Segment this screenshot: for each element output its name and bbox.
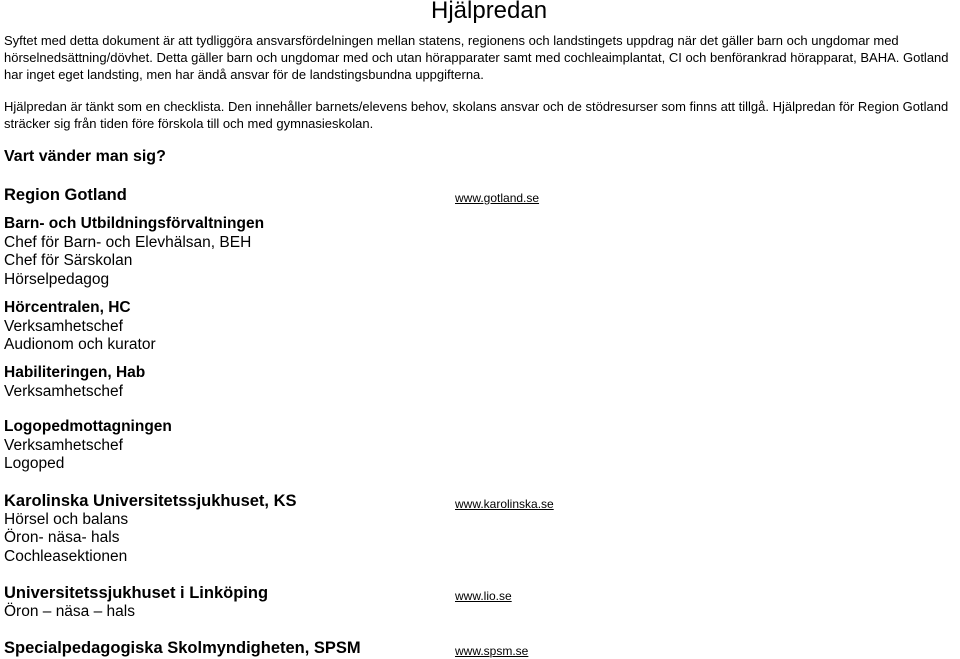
section-heading-contacts: Vart vänder man sig? bbox=[4, 148, 166, 165]
org-role: Hörselpedagog bbox=[4, 270, 110, 288]
org-role: Audionom och kurator bbox=[4, 336, 156, 353]
org-name: Universitetssjukhuset i Linköping bbox=[4, 584, 269, 602]
org-name: Specialpedagogiska Skolmyndigheten, SPSM bbox=[4, 639, 361, 657]
intro-section bbox=[4, 33, 958, 133]
link-lio[interactable]: www.lio.se bbox=[455, 589, 512, 603]
org-role: Verksamhetschef bbox=[4, 382, 123, 400]
org-role: Verksamhetschef bbox=[4, 317, 123, 335]
link-gotland[interactable]: www.gotland.se bbox=[455, 191, 540, 205]
org-department: Hörsel och balans bbox=[4, 510, 129, 528]
org-barn-och-utbildning bbox=[4, 215, 264, 289]
document-title: Hjälpredan bbox=[431, 0, 548, 24]
org-role: Chef för Barn- och Elevhälsan, BEH bbox=[4, 233, 252, 251]
org-department: Öron- näsa- hals bbox=[4, 529, 120, 546]
org-name: Barn- och Utbildningsförvaltningen bbox=[4, 215, 265, 232]
org-name: Region Gotland bbox=[4, 186, 127, 204]
org-role: Chef för Särskolan bbox=[4, 252, 133, 269]
org-logopedmottagningen bbox=[4, 418, 172, 474]
org-linkoping bbox=[4, 584, 268, 621]
link-spsm[interactable]: www.spsm.se bbox=[455, 644, 529, 658]
org-department: Öron – näsa – hals bbox=[4, 602, 135, 620]
org-name: Karolinska Universitetssjukhuset, KS bbox=[4, 492, 297, 510]
org-name: Logopedmottagningen bbox=[4, 418, 172, 435]
org-habiliteringen bbox=[4, 364, 145, 401]
org-role: Logoped bbox=[4, 455, 65, 472]
org-name: Habiliteringen, Hab bbox=[4, 364, 146, 381]
org-department: Cochleasektionen bbox=[4, 547, 128, 565]
org-horcentralen bbox=[4, 299, 156, 355]
org-name: Hörcentralen, HC bbox=[4, 299, 131, 316]
intro-paragraph-checklist: Hjälpredan är tänkt som en checklista. Den innehåller barnets/elevens behov, skolans ansvar och de stödresurser som finns att tillgå. Hjälpredan för Region Gotland sträcker sig från tiden före förskola till och med gymnasieskolan. bbox=[4, 99, 949, 132]
link-karolinska[interactable]: www.karolinska.se bbox=[455, 497, 554, 511]
org-spsm bbox=[4, 639, 361, 658]
org-region-gotland bbox=[4, 186, 127, 205]
org-role: Verksamhetschef bbox=[4, 436, 123, 454]
org-karolinska bbox=[4, 492, 297, 566]
intro-paragraph-purpose: Syftet med detta dokument är att tydliggöra ansvarsfördelningen mellan statens, regionens och landstingets uppdrag när det gäller barn och ungdomar med hörselnedsättning/dövhet. Detta gäller barn och ungdomar med och utan hörapparater samt med cochleaimplantat, CI och benförankrad hörapparat, BAHA. Gotland har inget eget landsting, men har ändå ansvar för de landstingsbundna uppgifterna. bbox=[4, 33, 949, 82]
